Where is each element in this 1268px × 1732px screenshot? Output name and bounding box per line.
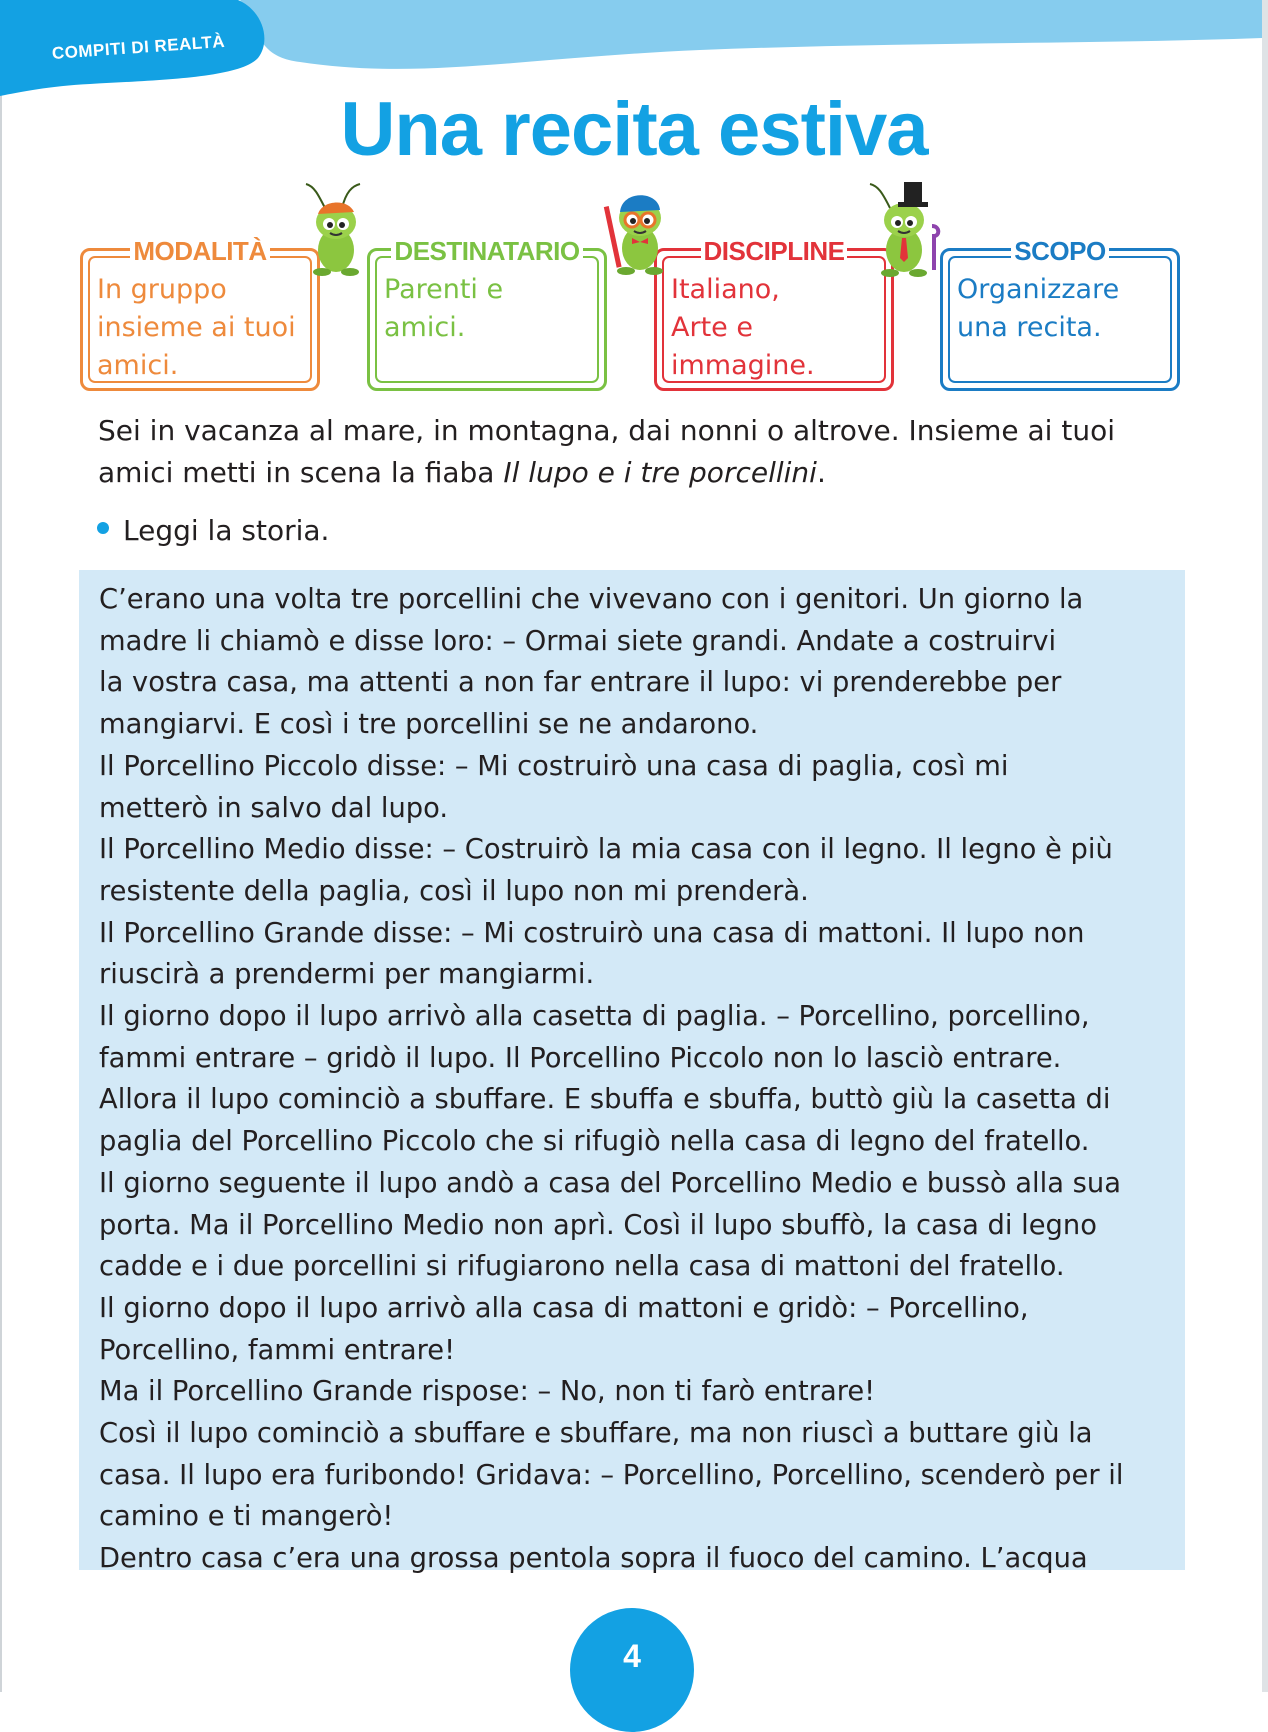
- box-discipline-label: DISCIPLINE: [701, 236, 848, 266]
- intro-text: amici metti in scena la fiaba: [98, 456, 504, 489]
- story-line: Porcellino, fammi entrare!: [99, 1332, 456, 1366]
- box-discipline-line: Arte e: [671, 312, 753, 343]
- story-line: cadde e i due porcellini si rifugiarono nella casa di mattoni del fratello.: [99, 1249, 1065, 1283]
- page-number-badge: [570, 1608, 694, 1732]
- intro-line: [98, 452, 1188, 494]
- intro-line: Sei in vacanza al mare, in montagna, dai nonni o altrove. Insieme ai tuoi: [98, 414, 1115, 447]
- box-destinatario-line: amici.: [384, 312, 466, 343]
- box-scopo-line: una recita.: [957, 312, 1102, 343]
- instruction-bullet: [97, 510, 329, 552]
- box-scopo-line: Organizzare: [957, 274, 1120, 305]
- box-discipline-line: immagine.: [671, 350, 815, 381]
- story-line: madre li chiamò e disse loro: – Ormai siete grandi. Andate a costruirvi: [99, 623, 1057, 657]
- story-line: casa. Il lupo era furibondo! Gridava: – Porcellino, Porcellino, scenderò per il: [99, 1457, 1124, 1491]
- story-text: [99, 578, 1185, 1579]
- story-line: mangiarvi. E così i tre porcellini se ne andarono.: [99, 707, 759, 741]
- story-line: paglia del Porcellino Piccolo che si rifugiò nella casa di legno del fratello.: [99, 1124, 1090, 1158]
- box-destinatario-content: [384, 271, 596, 347]
- story-line: Il giorno dopo il lupo arrivò alla casetta di paglia. – Porcellino, porcellino,: [99, 999, 1090, 1033]
- cricket-mascot-glasses-icon: [598, 176, 678, 276]
- instruction-text: Leggi la storia.: [123, 514, 330, 547]
- box-modalita-content: [97, 271, 309, 385]
- cricket-mascot-tophat-icon: [862, 178, 946, 278]
- section-label: COMPITI DI REALTÀ: [51, 31, 226, 63]
- box-modalita-line: insieme ai tuoi: [97, 312, 296, 343]
- story-line: Il Porcellino Medio disse: – Costruirò la mia casa con il legno. Il legno è più: [99, 832, 1113, 866]
- story-line: C’erano una volta tre porcellini che vivevano con i genitori. Un giorno la: [99, 582, 1084, 615]
- bullet-dot-icon: [97, 522, 109, 534]
- box-modalita-line: In gruppo: [97, 274, 227, 305]
- story-line: porta. Ma il Porcellino Medio non aprì. Così il lupo sbuffò, la casa di legno: [99, 1207, 1097, 1241]
- story-line: Il Porcellino Piccolo disse: – Mi costruirò una casa di paglia, così mi: [99, 748, 1009, 782]
- box-modalita: [80, 236, 320, 391]
- story-line: camino e ti mangerò!: [99, 1499, 394, 1533]
- box-scopo-label: SCOPO: [1011, 236, 1108, 266]
- page-right-edge: [1262, 0, 1268, 1692]
- intro-text: .: [816, 456, 826, 489]
- cricket-mascot-cap-icon: [296, 180, 376, 278]
- story-line: Il giorno dopo il lupo arrivò alla casa di mattoni e gridò: – Porcellino,: [99, 1290, 1029, 1324]
- box-discipline-line: Italiano,: [671, 274, 780, 305]
- story-line: metterò in salvo dal lupo.: [99, 790, 449, 824]
- intro-paragraph: [98, 410, 1188, 494]
- page-left-edge: [0, 0, 2, 1692]
- story-title-italic: Il lupo e i tre porcellini: [503, 456, 817, 489]
- story-line: resistente della paglia, così il lupo non mi prenderà.: [99, 873, 809, 907]
- story-line: la vostra casa, ma attenti a non far entrare il lupo: vi prenderebbe per: [99, 665, 1062, 699]
- box-destinatario-label: DESTINATARIO: [391, 236, 582, 266]
- box-discipline: [654, 236, 894, 391]
- story-line: Il Porcellino Grande disse: – Mi costruirò una casa di mattoni. Il lupo non: [99, 915, 1085, 949]
- box-destinatario-line: Parenti e: [384, 274, 504, 305]
- box-destinatario: [367, 236, 607, 391]
- box-modalita-label: MODALITÀ: [130, 236, 269, 266]
- story-box: [79, 570, 1185, 1575]
- story-line: Ma il Porcellino Grande rispose: – No, non ti farò entrare!: [99, 1374, 876, 1408]
- page-title: Una recita estiva: [340, 87, 928, 172]
- story-line: fammi entrare – gridò il lupo. Il Porcellino Piccolo non lo lasciò entrare.: [99, 1040, 1062, 1074]
- story-line: Dentro casa c’era una grossa pentola sopra il fuoco del camino. L’acqua: [99, 1541, 1088, 1575]
- page-number: 4: [623, 1638, 641, 1674]
- story-line: Allora il lupo cominciò a sbuffare. E sbuffa e sbuffa, buttò giù la casetta di: [99, 1082, 1111, 1116]
- box-scopo-content: [957, 271, 1169, 347]
- box-discipline-content: [671, 271, 883, 385]
- box-modalita-line: amici.: [97, 350, 179, 381]
- story-line: riuscirà a prendermi per mangiarmi.: [99, 957, 595, 991]
- story-line: Il giorno seguente il lupo andò a casa del Porcellino Medio e bussò alla sua: [99, 1165, 1121, 1199]
- story-line: Così il lupo cominciò a sbuffare e sbuffare, ma non riuscì a buttare giù la: [99, 1416, 1093, 1450]
- box-scopo: [940, 236, 1180, 391]
